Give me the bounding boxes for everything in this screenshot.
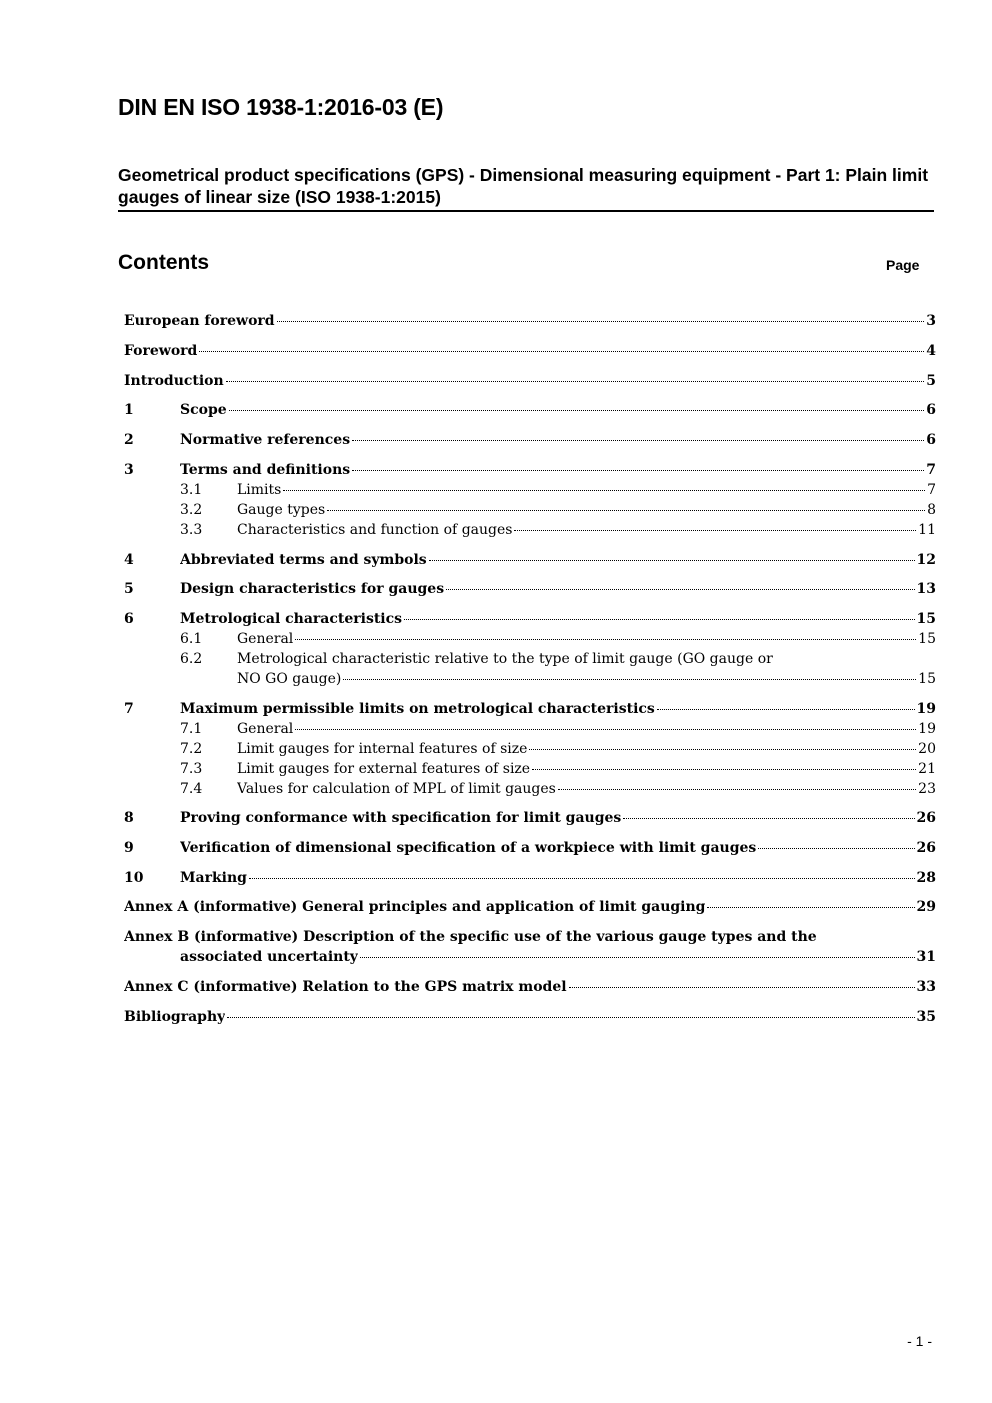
toc-entry-number: 2 bbox=[124, 432, 134, 448]
toc-entry-limits[interactable] bbox=[124, 480, 936, 500]
toc-entry-number: 8 bbox=[124, 810, 134, 826]
toc-leader-dots bbox=[529, 749, 916, 750]
toc-entry-foreword[interactable] bbox=[124, 341, 936, 361]
toc-entry-number: 3.3 bbox=[180, 522, 203, 538]
toc-leader-dots bbox=[199, 351, 924, 352]
toc-leader-dots bbox=[532, 769, 916, 770]
toc-entry-continuation[interactable] bbox=[124, 947, 936, 967]
toc-entry-label: Limit gauges for external features of size bbox=[237, 761, 531, 777]
toc-entry-page: 26 bbox=[916, 840, 936, 856]
contents-heading: Contents bbox=[118, 251, 209, 274]
toc-entry-page: 3 bbox=[926, 313, 936, 329]
toc-entry-label: General bbox=[237, 631, 294, 647]
toc-entry-label-continuation: associated uncertainty bbox=[180, 949, 358, 965]
toc-entry-number: 6.2 bbox=[180, 651, 203, 667]
toc-leader-dots bbox=[657, 709, 915, 710]
toc-entry-normative-references[interactable] bbox=[124, 430, 936, 450]
toc-entry-label: Bibliography bbox=[124, 1009, 226, 1025]
toc-leader-dots bbox=[226, 381, 925, 382]
toc-entry-page: 31 bbox=[916, 949, 936, 965]
toc-entry-page: 19 bbox=[918, 721, 936, 737]
toc-entry-page: 13 bbox=[916, 581, 936, 597]
toc-entry-scope[interactable] bbox=[124, 400, 936, 420]
toc-entry-page: 21 bbox=[918, 761, 936, 777]
toc-entry-label: Maximum permissible limits on metrological characteristics bbox=[180, 701, 655, 717]
toc-entry-label: Limits bbox=[237, 482, 282, 498]
toc-leader-dots bbox=[623, 818, 914, 819]
document-title: DIN EN ISO 1938-1:2016-03 (E) bbox=[118, 94, 444, 120]
toc-leader-dots bbox=[558, 789, 916, 790]
toc-entry-label: Design characteristics for gauges bbox=[180, 581, 445, 597]
toc-entry-european-foreword[interactable] bbox=[124, 311, 936, 331]
toc-leader-dots bbox=[514, 530, 916, 531]
toc-entry-annex-c[interactable] bbox=[124, 977, 936, 997]
toc-entry-label: Abbreviated terms and symbols bbox=[180, 552, 427, 568]
toc-entry-page: 5 bbox=[926, 373, 936, 389]
toc-leader-dots bbox=[229, 410, 925, 411]
toc-entry-values-for-calculation[interactable] bbox=[124, 779, 936, 799]
table-of-contents bbox=[124, 311, 936, 1027]
toc-entry-number: 6.1 bbox=[180, 631, 203, 647]
toc-entry-design-characteristics[interactable] bbox=[124, 579, 936, 599]
toc-entry-label-continuation: NO GO gauge) bbox=[237, 671, 342, 687]
toc-entry-introduction[interactable] bbox=[124, 371, 936, 391]
toc-entry-gauge-types[interactable] bbox=[124, 500, 936, 520]
toc-entry-page: 20 bbox=[918, 741, 936, 757]
toc-entry-page: 12 bbox=[916, 552, 936, 568]
toc-entry-label: Annex B (informative) Description of the specific use of the various gauge types and the bbox=[124, 929, 817, 945]
toc-leader-dots bbox=[249, 878, 915, 879]
toc-entry-label: European foreword bbox=[124, 313, 275, 329]
toc-entry-page: 26 bbox=[916, 810, 936, 826]
toc-leader-dots bbox=[227, 1017, 914, 1018]
toc-leader-dots bbox=[758, 848, 914, 849]
toc-entry-label: Gauge types bbox=[237, 502, 326, 518]
toc-entry-page: 6 bbox=[926, 432, 936, 448]
toc-entry-page: 7 bbox=[926, 462, 936, 478]
toc-entry-page: 15 bbox=[918, 631, 936, 647]
toc-leader-dots bbox=[343, 679, 916, 680]
toc-leader-dots bbox=[569, 987, 915, 988]
toc-entry-general-6-1[interactable] bbox=[124, 629, 936, 649]
toc-entry-label: Annex C (informative) Relation to the GPS matrix model bbox=[124, 979, 567, 995]
toc-leader-dots bbox=[446, 589, 914, 590]
toc-leader-dots bbox=[283, 490, 925, 491]
toc-entry-label: Marking bbox=[180, 870, 247, 886]
toc-leader-dots bbox=[707, 907, 914, 908]
toc-entry-page: 29 bbox=[916, 899, 936, 915]
toc-entry-number: 3.1 bbox=[180, 482, 203, 498]
toc-entry-proving-conformance[interactable] bbox=[124, 808, 936, 828]
toc-entry-label: Normative references bbox=[180, 432, 351, 448]
toc-entry-label: Foreword bbox=[124, 343, 198, 359]
toc-entry-number: 1 bbox=[124, 402, 134, 418]
toc-entry-number: 6 bbox=[124, 611, 134, 627]
toc-entry-abbreviated-terms[interactable] bbox=[124, 550, 936, 570]
page-number: - 1 - bbox=[907, 1333, 932, 1349]
document-subtitle: Geometrical product specifications (GPS) - Dimensional measuring equipment - Part 1: Plain limit gauges of linear size (ISO 1938-1:2015) bbox=[118, 164, 934, 212]
toc-entry-number: 10 bbox=[124, 870, 144, 886]
toc-leader-dots bbox=[429, 560, 915, 561]
toc-entry-page: 4 bbox=[926, 343, 936, 359]
toc-entry-internal-features[interactable] bbox=[124, 739, 936, 759]
toc-leader-dots bbox=[360, 957, 915, 958]
toc-entry-maximum-permissible-limits[interactable] bbox=[124, 699, 936, 719]
toc-entry-page: 7 bbox=[927, 482, 936, 498]
toc-entry-page: 35 bbox=[916, 1009, 936, 1025]
toc-entry-marking[interactable] bbox=[124, 868, 936, 888]
toc-entry-page: 15 bbox=[918, 671, 936, 687]
toc-entry-page: 6 bbox=[926, 402, 936, 418]
toc-entry-annex-a[interactable] bbox=[124, 897, 936, 917]
toc-entry-label: Metrological characteristic relative to the type of limit gauge (GO gauge or bbox=[237, 651, 773, 667]
toc-entry-label: Proving conformance with specification for limit gauges bbox=[180, 810, 622, 826]
toc-entry-page: 19 bbox=[916, 701, 936, 717]
toc-entry-label: Values for calculation of MPL of limit gauges bbox=[237, 781, 556, 797]
toc-entry-number: 5 bbox=[124, 581, 134, 597]
toc-entry-label: Verification of dimensional specification of a workpiece with limit gauges bbox=[180, 840, 757, 856]
toc-leader-dots bbox=[295, 639, 916, 640]
toc-leader-dots bbox=[352, 440, 924, 441]
toc-entry-label: Limit gauges for internal features of size bbox=[237, 741, 528, 757]
toc-entry-terms-and-definitions[interactable] bbox=[124, 460, 936, 480]
toc-entry-verification[interactable] bbox=[124, 838, 936, 858]
toc-leader-dots bbox=[404, 619, 914, 620]
toc-entry-label: Metrological characteristics bbox=[180, 611, 403, 627]
toc-leader-dots bbox=[277, 321, 925, 322]
toc-entry-number: 7.3 bbox=[180, 761, 203, 777]
toc-entry-label: Introduction bbox=[124, 373, 224, 389]
toc-leader-dots bbox=[327, 510, 925, 511]
toc-entry-number: 7.2 bbox=[180, 741, 203, 757]
toc-entry-page: 15 bbox=[916, 611, 936, 627]
toc-entry-number: 7 bbox=[124, 701, 134, 717]
page-column-label: Page bbox=[886, 257, 920, 273]
toc-leader-dots bbox=[352, 470, 924, 471]
toc-entry-label: Terms and definitions bbox=[180, 462, 351, 478]
toc-entry-page: 33 bbox=[916, 979, 936, 995]
toc-entry-page: 28 bbox=[916, 870, 936, 886]
toc-entry-general-7-1[interactable] bbox=[124, 719, 936, 739]
toc-entry-number: 7.1 bbox=[180, 721, 203, 737]
toc-entry-metrological-characteristics[interactable] bbox=[124, 609, 936, 629]
toc-entry-label: General bbox=[237, 721, 294, 737]
toc-leader-dots bbox=[295, 729, 916, 730]
toc-entry-characteristics-and-function[interactable] bbox=[124, 520, 936, 540]
toc-entry-page: 8 bbox=[927, 502, 936, 518]
toc-entry-page: 23 bbox=[918, 781, 936, 797]
toc-entry-label: Characteristics and function of gauges bbox=[237, 522, 513, 538]
toc-entry-number: 4 bbox=[124, 552, 134, 568]
toc-entry-number: 7.4 bbox=[180, 781, 203, 797]
toc-entry-number: 3.2 bbox=[180, 502, 203, 518]
toc-entry-continuation[interactable] bbox=[124, 669, 936, 689]
toc-entry-bibliography[interactable] bbox=[124, 1007, 936, 1027]
toc-entry-number: 9 bbox=[124, 840, 134, 856]
toc-entry-annex-b[interactable] bbox=[124, 927, 936, 947]
toc-entry-metrological-characteristic-relative[interactable] bbox=[124, 649, 936, 669]
toc-entry-page: 11 bbox=[918, 522, 936, 538]
toc-entry-external-features[interactable] bbox=[124, 759, 936, 779]
toc-entry-number: 3 bbox=[124, 462, 134, 478]
toc-entry-label: Annex A (informative) General principles and application of limit gauging bbox=[124, 899, 706, 915]
toc-entry-label: Scope bbox=[180, 402, 227, 418]
